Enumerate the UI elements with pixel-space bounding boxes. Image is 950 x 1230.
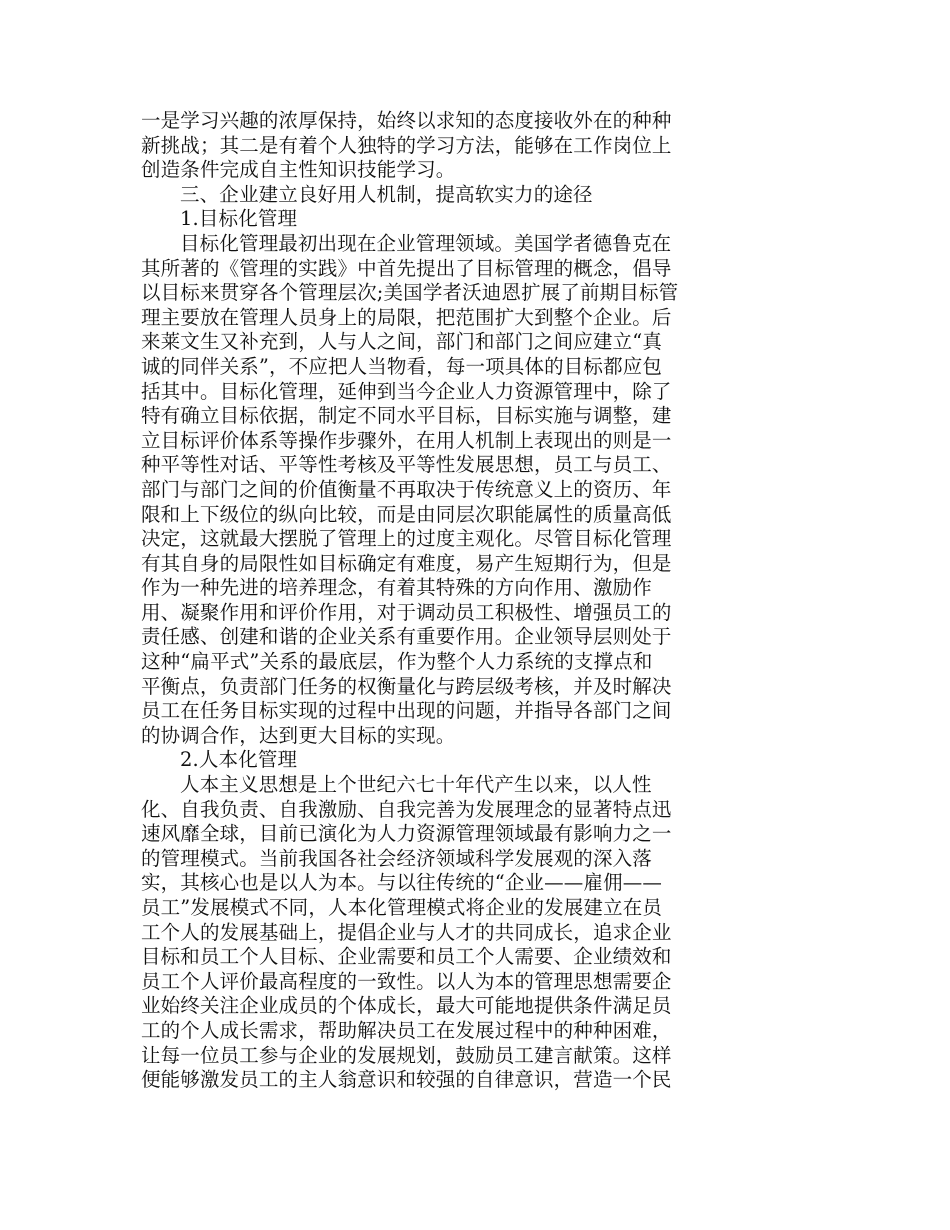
paragraph-first-line: 人本主义思想是上个世纪六七十年代产生以来，以人性: [180, 773, 652, 797]
body-text-line: 以目标来贯穿各个管理层次;美国学者沃迪恩扩展了前期目标管: [141, 281, 679, 305]
body-text-line: 工个人的发展基础上，提倡企业与人才的共同成长，追求企业: [141, 920, 672, 944]
paragraph-first-line: 目标化管理最初出现在企业管理领域。美国学者德鲁克在: [180, 231, 672, 255]
subsection-heading: 2.人本化管理: [180, 748, 298, 772]
body-text-line: 来莱文生又补充到，人与人之间，部门和部门之间应建立“真: [141, 330, 663, 354]
body-text-line: 员工”发展模式不同，人本化管理模式将企业的发展建立在员: [141, 896, 663, 919]
body-text-line: 种平等性对话、平等性考核及平等性发展思想，员工与员工、: [141, 453, 672, 477]
body-text-line: 用、凝聚作用和评价作用，对于调动员工积极性、增强员工的: [141, 600, 672, 624]
body-text-line: 目标和员工个人目标、企业需要和员工个人需要、企业绩效和: [141, 945, 672, 969]
section-heading: 三、企业建立良好用人机制，提高软实力的途径: [180, 182, 593, 206]
body-text-line: 括其中。目标化管理，延伸到当今企业人力资源管理中，除了: [141, 379, 672, 403]
body-text-line: 速风靡全球，目前已演化为人力资源管理领域最有影响力之一: [141, 822, 672, 846]
body-text-line: 创造条件完成自主性知识技能学习。: [141, 158, 456, 182]
body-text-line: 员工在任务目标实现的过程中出现的问题，并指导各部门之间: [141, 699, 672, 723]
document-page: [141, 109, 741, 1093]
body-text-line: 工的个人成长需求，帮助解决员工在发展过程中的种种困难，: [141, 1018, 672, 1042]
subsection-heading: 1.目标化管理: [180, 207, 298, 231]
body-text-line: 责任感、创建和谐的企业关系有重要作用。企业领导层则处于: [141, 625, 672, 649]
body-text-line: 决定，这就最大摆脱了管理上的过度主观化。尽管目标化管理: [141, 527, 672, 551]
body-text-line: 实，其核心也是以人为本。与以往传统的“企业——雇佣——: [141, 871, 663, 895]
body-text-line: 让每一位员工参与企业的发展规划，鼓励员工建言献策。这样: [141, 1043, 672, 1067]
body-text-line: 理主要放在管理人员身上的局限，把范围扩大到整个企业。后: [141, 305, 672, 329]
body-text-line: 一是学习兴趣的浓厚保持，始终以求知的态度接收外在的种种: [141, 109, 672, 132]
body-text-line: 化、自我负责、自我激励、自我完善为发展理念的显著特点迅: [141, 797, 672, 821]
body-text-line: 诚的同伴关系”，不应把人当物看，每一项具体的目标都应包: [141, 354, 663, 378]
body-text-line: 平衡点，负责部门任务的权衡量化与跨层级考核，并及时解决: [141, 674, 672, 698]
body-text-line: 其所著的《管理的实践》中首先提出了目标管理的概念，倡导: [141, 256, 672, 280]
body-text-line: 有其自身的局限性如目标确定有难度，易产生短期行为，但是: [141, 551, 672, 575]
body-text-line: 的管理模式。当前我国各社会经济领域科学发展观的深入落: [141, 846, 652, 870]
body-text-line: 作为一种先进的培养理念，有着其特殊的方向作用、激励作: [141, 576, 652, 600]
body-text-line: 的协调合作，达到更大目标的实现。: [141, 723, 456, 747]
body-text-line: 这种“扁平式”关系的最底层，作为整个人力系统的支撑点和: [141, 650, 653, 674]
body-text-line: 限和上下级位的纵向比较，而是由同层次职能属性的质量高低: [141, 502, 672, 526]
body-text-line: 新挑战；其二是有着个人独特的学习方法，能够在工作岗位上: [141, 133, 672, 157]
body-text-line: 便能够激发员工的主人翁意识和较强的自律意识，营造一个民: [141, 1068, 672, 1092]
body-text-line: 部门与部门之间的价值衡量不再取决于传统意义上的资历、年: [141, 477, 672, 501]
body-text-line: 业始终关注企业成员的个体成长，最大可能地提供条件满足员: [141, 994, 672, 1018]
body-text-line: 特有确立目标依据，制定不同水平目标，目标实施与调整，建: [141, 404, 672, 428]
body-text-line: 员工个人评价最高程度的一致性。以人为本的管理思想需要企: [141, 969, 672, 993]
body-text-line: 立目标评价体系等操作步骤外，在用人机制上表现出的则是一: [141, 428, 672, 452]
